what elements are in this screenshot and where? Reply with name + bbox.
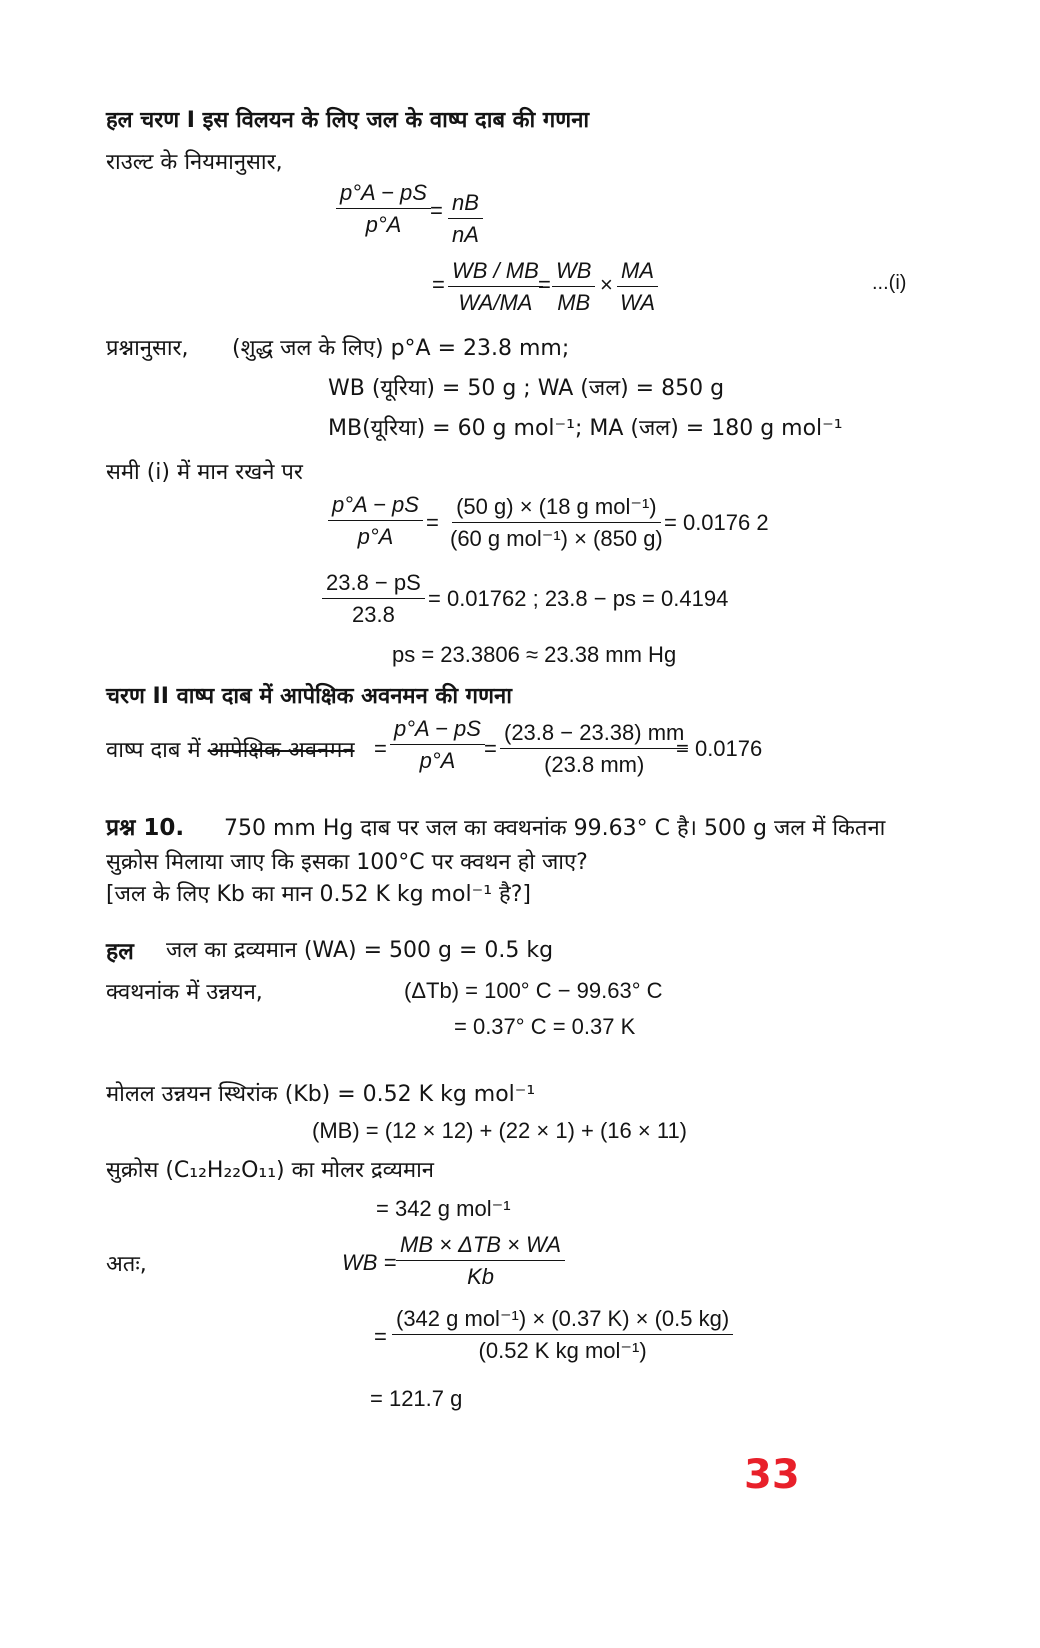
kb-line: मोलल उन्नयन स्थिरांक (Kb) = 0.52 K kg mol⁻¹ [106,1082,536,1107]
label-struck-text: आपेक्षिक अवनमन [207,738,355,763]
denominator: Kb [467,1264,494,1289]
equals-sign: = [374,736,387,761]
numerator: MA [617,258,658,287]
question-line-2: सुक्रोस मिलाया जाए कि इसका 100°C पर क्वथन हो जाए? [106,850,588,875]
denominator: WA [620,290,656,315]
numerator: (50 g) × (18 g mol⁻¹) [452,494,661,523]
equals-sign: = [430,198,443,223]
denominator: 23.8 [351,602,395,627]
denominator: (0.52 K kg mol⁻¹) [478,1338,647,1363]
elevation-equation-1: (ΔTb) = 100° C − 99.63° C [404,978,663,1003]
given-pure-water-pressure: (शुद्ध जल के लिए) p°A = 23.8 mm; [232,336,570,361]
fraction-relative-lowering [390,716,485,774]
denominator: nA [452,222,479,247]
substitution-result: = 0.0176 2 [664,510,769,535]
water-mass-line: जल का द्रव्यमान (WA) = 500 g = 0.5 kg [166,938,554,963]
numerator: WB / MB [448,258,543,287]
numerator: WB [552,258,595,287]
ps-result: ps = 23.3806 ≈ 23.38 mm Hg [392,642,677,667]
raoult-law-text: राउल्ट के नियमानुसार, [106,150,283,175]
fraction-wb-mb [552,258,595,316]
denominator: WA/MA [458,290,533,315]
fraction-numeric [500,720,688,778]
numerator: 23.8 − pS [322,570,425,599]
page-number: 33 [744,1452,800,1498]
denominator: p°A [419,748,456,773]
numerator: nB [448,190,483,219]
fraction-rhs [448,190,483,248]
calc-result: = 0.01762 ; 23.8 − ps = 0.4194 [428,586,729,611]
given-molar-masses: MB(यूरिया) = 60 g mol⁻¹; MA (जल) = 180 g mol⁻¹ [328,416,843,441]
denominator: (60 g mol⁻¹) × (850 g) [450,526,663,551]
numerator: (23.8 − 23.38) mm [500,720,688,749]
fraction-lhs [328,492,423,550]
numerator: p°A − pS [328,492,423,521]
denominator: p°A [365,212,402,237]
hence-label: अतः, [106,1252,147,1277]
substitute-text: समी (i) में मान रखने पर [106,460,303,485]
fraction-lhs [336,180,431,238]
step1-heading: हल चरण I इस विलयन के लिए जल के वाष्प दाब की गणना [106,108,590,133]
denominator: (23.8 mm) [544,752,645,777]
numerator: p°A − pS [390,716,485,745]
numerator: (342 g mol⁻¹) × (0.37 K) × (0.5 kg) [392,1306,733,1335]
given-label: प्रश्नानुसार, [106,336,189,361]
solution-label: हल [106,939,134,965]
elevation-equation-2: = 0.37° C = 0.37 K [454,1014,636,1039]
mb-equation: (MB) = (12 × 12) + (22 × 1) + (16 × 11) [312,1118,687,1143]
given-masses: WB (यूरिया) = 50 g ; WA (जल) = 850 g [328,376,725,401]
multiply-sign: × [600,272,613,297]
relative-lowering-label [106,734,355,764]
fraction-ma-wa [616,258,659,316]
equals-sign: = [484,736,497,761]
question-line-3: [जल के लिए Kb का मान 0.52 K kg mol⁻¹ है?] [106,882,531,907]
equals-sign: = [426,510,439,535]
equation-label: ...(i) [872,272,907,294]
equals-sign: = [432,272,445,297]
final-answer: = 121.7 g [370,1386,463,1411]
fraction-substitution [446,494,667,552]
question-line-1: 750 mm Hg दाब पर जल का क्वथनांक 99.63° C है। 500 g जल में कितना [224,816,886,841]
step2-heading: चरण II वाष्प दाब में आपेक्षिक अवनमन की गणना [106,684,512,709]
fraction-wb-numeric [392,1306,733,1364]
fraction-w-m [448,258,543,316]
equals-sign: = [538,272,551,297]
fraction-calc [322,570,425,628]
denominator: p°A [357,524,394,549]
elevation-label: क्वथनांक में उन्नयन, [106,980,263,1005]
fraction-wb-formula [396,1232,565,1290]
numerator: p°A − pS [336,180,431,209]
molar-mass-label: सुक्रोस (C₁₂H₂₂O₁₁) का मोलर द्रव्यमान [106,1158,435,1183]
question-label: प्रश्न 10. [106,815,185,841]
denominator: MB [557,290,591,315]
label-text: वाष्प दाब में [106,738,201,763]
molar-mass-value: = 342 g mol⁻¹ [376,1196,511,1221]
relative-lowering-result: = 0.0176 [676,736,763,761]
wb-lhs: WB = [342,1250,397,1275]
equals-sign: = [374,1324,387,1349]
numerator: MB × ΔTB × WA [396,1232,565,1261]
